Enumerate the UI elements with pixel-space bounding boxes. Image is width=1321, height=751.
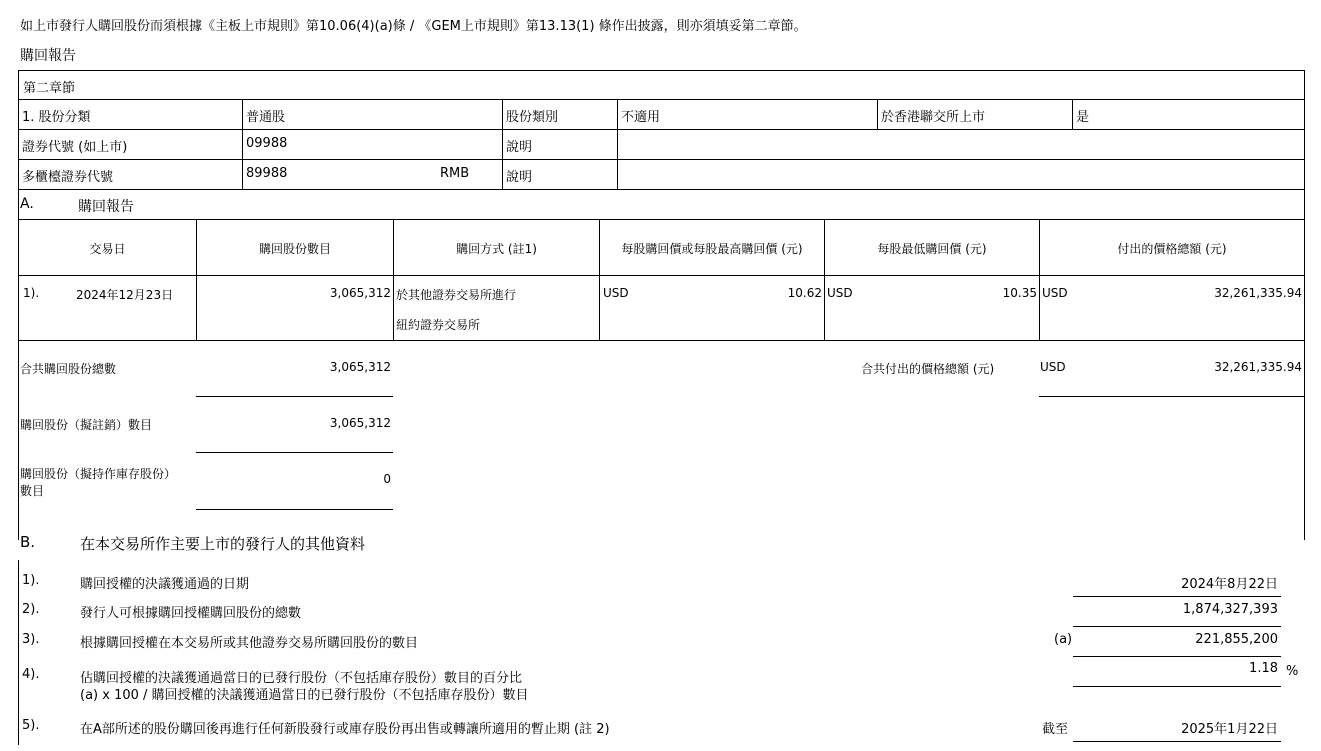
b-item-1-value: 2024年8月22日 bbox=[1181, 577, 1278, 592]
row-shares: 3,065,312 bbox=[329, 286, 391, 300]
class-label: 1. 股份分類 bbox=[22, 110, 91, 125]
doc-title: 購回報告 bbox=[20, 48, 76, 64]
header-high-price: 每股購回價或每股最高購回價 (元) bbox=[621, 242, 803, 256]
row-date: 2024年12月23日 bbox=[76, 288, 174, 302]
b-item-5-index: 5). bbox=[22, 718, 40, 733]
treasury-value: 0 bbox=[383, 472, 391, 486]
b-item-5-label: 在A部所述的股份購回後再進行任何新股發行或庫存股份再出售或轉讓所適用的暫止期 (註 2) bbox=[80, 722, 610, 737]
b-item-4-unit: % bbox=[1286, 664, 1299, 679]
intro-text: 如上市發行人購回股份而須根據《主板上市規則》第10.06(4)(a)條 / 《GEM上市規則》第13.13(1) 條作出披露，則亦須填妥第二章節。 bbox=[20, 19, 807, 34]
multi-currency: RMB bbox=[440, 166, 470, 181]
type-value: 不適用 bbox=[621, 110, 661, 125]
header-date: 交易日 bbox=[89, 242, 126, 256]
multi-label: 多櫃檯證券代號 bbox=[22, 170, 114, 185]
row-high-value: 10.62 bbox=[787, 286, 822, 300]
b-item-2-value: 1,874,327,393 bbox=[1182, 602, 1278, 617]
row-low-value: 10.35 bbox=[1002, 286, 1037, 300]
b-item-4-index: 4). bbox=[22, 667, 40, 682]
header-method: 購回方式 (註1) bbox=[456, 242, 537, 256]
section-label: 第二章節 bbox=[23, 81, 76, 96]
row-method-1: 於其他證券交易所進行 bbox=[396, 288, 517, 302]
section-b-title: 在本交易所作主要上市的發行人的其他資料 bbox=[80, 535, 366, 553]
code-value: 09988 bbox=[246, 136, 288, 151]
treasury-label-2: 數目 bbox=[20, 484, 45, 498]
b-item-3-prefix: (a) bbox=[1054, 632, 1073, 647]
b-item-2-label: 發行人可根據購回授權購回股份的總數 bbox=[80, 606, 302, 621]
b-item-1-index: 1). bbox=[22, 573, 40, 588]
b-item-5-prefix: 截至 bbox=[1042, 722, 1069, 737]
section-b-letter: B. bbox=[20, 533, 36, 551]
section-a-letter: A. bbox=[20, 196, 34, 212]
row-index: 1). bbox=[23, 286, 40, 300]
b-item-2-index: 2). bbox=[22, 602, 40, 617]
b-item-3-index: 3). bbox=[22, 632, 40, 647]
header-shares: 購回股份數目 bbox=[258, 242, 331, 256]
row-low-currency: USD bbox=[827, 286, 853, 300]
row-total-currency: USD bbox=[1042, 286, 1068, 300]
sum-value: 3,065,312 bbox=[329, 360, 391, 374]
multi-value: 89988 bbox=[246, 166, 288, 181]
header-low-price: 每股最低購回價 (元) bbox=[877, 242, 987, 256]
cancel-value: 3,065,312 bbox=[329, 416, 391, 430]
hk-label: 於香港聯交所上市 bbox=[881, 110, 986, 125]
code-label: 證券代號 (如上市) bbox=[22, 140, 128, 155]
type-label: 股份類別 bbox=[506, 110, 559, 125]
sum-paid-currency: USD bbox=[1040, 360, 1066, 374]
b-item-3-value: 221,855,200 bbox=[1195, 632, 1278, 647]
sum-label: 合共購回股份總數 bbox=[20, 362, 117, 376]
class-value: 普通股 bbox=[246, 110, 286, 125]
b-item-1-label: 購回授權的決議獲通過的日期 bbox=[80, 577, 250, 592]
hk-value: 是 bbox=[1076, 110, 1090, 125]
treasury-label-1: 購回股份（擬持作庫存股份） bbox=[20, 467, 177, 481]
row-total-value: 32,261,335.94 bbox=[1214, 286, 1302, 300]
row-method-2: 紐約證券交易所 bbox=[396, 318, 481, 332]
b-item-5-value: 2025年1月22日 bbox=[1181, 722, 1278, 737]
desc-label: 說明 bbox=[506, 140, 533, 155]
b-item-3-label: 根據購回授權在本交易所或其他證券交易所購回股份的數目 bbox=[80, 636, 419, 651]
cancel-label: 購回股份（擬註銷）數目 bbox=[20, 418, 153, 432]
header-total: 付出的價格總額 (元) bbox=[1117, 242, 1227, 256]
row-high-currency: USD bbox=[603, 286, 629, 300]
b-item-4-label: 佔購回授權的決議獲通過當日的已發行股份（不包括庫存股份）數目的百分比 bbox=[80, 671, 523, 686]
b-item-4-label-2: (a) x 100 / 購回授權的決議獲通過當日的已發行股份（不包括庫存股份）數目 bbox=[80, 688, 529, 703]
sum-paid-value: 32,261,335.94 bbox=[1214, 360, 1302, 374]
b-item-4-value: 1.18 bbox=[1249, 661, 1278, 676]
sum-paid-label: 合共付出的價格總額 (元) bbox=[861, 362, 995, 376]
desc-label-2: 說明 bbox=[506, 170, 533, 185]
section-a-title: 購回報告 bbox=[78, 199, 134, 215]
